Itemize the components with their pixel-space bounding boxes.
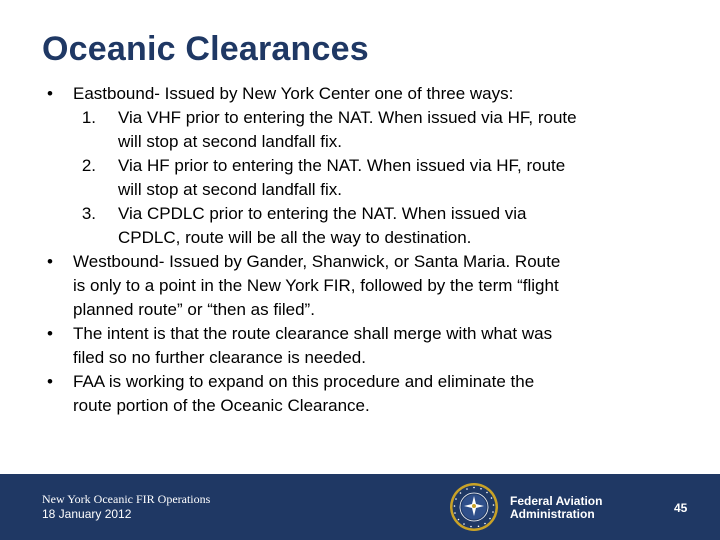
item-line: will stop at second landfall fix. — [118, 180, 342, 199]
bullet-line: route portion of the Oceanic Clearance. — [73, 396, 370, 415]
bullet-line: The intent is that the route clearance shall merge with what was — [73, 324, 553, 343]
item-number: 2. — [81, 156, 96, 175]
slide-title: Oceanic Clearances — [42, 30, 369, 68]
faa-seal-icon — [449, 482, 499, 532]
bullet-line: planned route” or “then as filed”. — [73, 300, 315, 319]
slide-content — [0, 82, 720, 418]
bullet-line: filed so no further clearance is needed. — [73, 348, 366, 367]
agency-name-line: Federal Aviation — [510, 494, 603, 508]
bullet-icon: • — [47, 372, 53, 391]
item-line: Via CPDLC prior to entering the NAT. When issued via — [118, 204, 527, 223]
slide-footer — [0, 474, 720, 540]
bullet-item — [0, 250, 720, 322]
bullet-item — [0, 322, 720, 370]
item-line: CPDLC, route will be all the way to destination. — [118, 228, 472, 247]
bullet-line: FAA is working to expand on this procedure and eliminate the — [73, 372, 535, 391]
bullet-line: Eastbound- Issued by New York Center one of three ways: — [73, 84, 514, 103]
footer-event-title: New York Oceanic FIR Operations — [42, 492, 211, 506]
bullet-icon: • — [47, 84, 53, 103]
agency-name — [510, 495, 602, 521]
bullet-icon: • — [47, 252, 53, 271]
item-line: Via HF prior to entering the NAT. When issued via HF, route — [118, 156, 566, 175]
agency-name-line: Administration — [510, 507, 595, 521]
bullet-line: Westbound- Issued by Gander, Shanwick, or Santa Maria. Route — [73, 252, 561, 271]
numbered-item — [0, 106, 720, 154]
slide-number: 45 — [674, 501, 688, 515]
bullet-line: is only to a point in the New York FIR, followed by the term “flight — [73, 276, 559, 295]
item-number: 3. — [81, 204, 96, 223]
numbered-item — [0, 202, 720, 250]
item-line: Via VHF prior to entering the NAT. When issued via HF, route — [118, 108, 577, 127]
bullet-item — [0, 370, 720, 418]
numbered-item — [0, 154, 720, 202]
item-number: 1. — [81, 108, 96, 127]
footer-date: 18 January 2012 — [42, 507, 132, 521]
bullet-item — [0, 82, 720, 106]
item-line: will stop at second landfall fix. — [118, 132, 342, 151]
bullet-icon: • — [47, 324, 53, 343]
